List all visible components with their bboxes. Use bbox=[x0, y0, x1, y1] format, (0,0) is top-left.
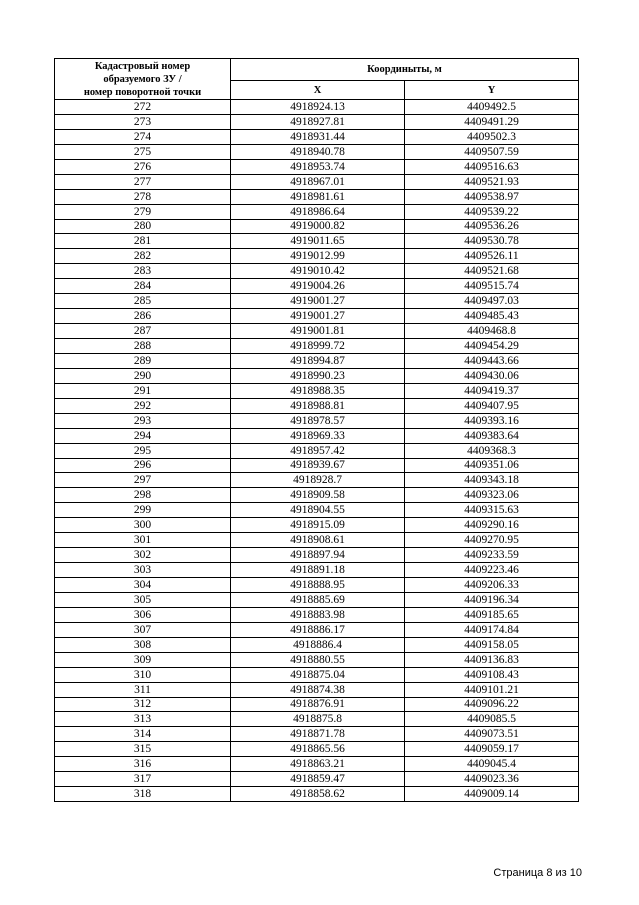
y-coordinate-cell: 4409492.5 bbox=[405, 100, 579, 115]
x-coordinate-cell: 4918939.67 bbox=[231, 458, 405, 473]
point-number-cell: 282 bbox=[55, 249, 231, 264]
x-coordinate-cell: 4918967.01 bbox=[231, 174, 405, 189]
point-number-cell: 299 bbox=[55, 503, 231, 518]
table-row bbox=[55, 159, 579, 174]
y-coordinate-cell: 4409206.33 bbox=[405, 578, 579, 593]
table-row bbox=[55, 667, 579, 682]
y-coordinate-cell: 4409323.06 bbox=[405, 488, 579, 503]
table-row bbox=[55, 458, 579, 473]
point-number-cell: 291 bbox=[55, 383, 231, 398]
table-row bbox=[55, 787, 579, 802]
table-row bbox=[55, 114, 579, 129]
table-row bbox=[55, 383, 579, 398]
x-coordinate-cell: 4918859.47 bbox=[231, 772, 405, 787]
point-number-cell: 297 bbox=[55, 473, 231, 488]
y-coordinate-cell: 4409085.5 bbox=[405, 712, 579, 727]
point-number-cell: 303 bbox=[55, 563, 231, 578]
y-coordinate-cell: 4409101.21 bbox=[405, 682, 579, 697]
header-line: Кадастровый номер bbox=[94, 60, 191, 72]
x-coordinate-cell: 4918988.35 bbox=[231, 383, 405, 398]
point-number-cell: 317 bbox=[55, 772, 231, 787]
y-coordinate-cell: 4409009.14 bbox=[405, 787, 579, 802]
y-coordinate-cell: 4409485.43 bbox=[405, 309, 579, 324]
y-coordinate-cell: 4409515.74 bbox=[405, 279, 579, 294]
table-body bbox=[55, 100, 579, 802]
y-coordinate-cell: 4409521.93 bbox=[405, 174, 579, 189]
x-coordinate-cell: 4918880.55 bbox=[231, 652, 405, 667]
table-row bbox=[55, 622, 579, 637]
x-coordinate-cell: 4918908.61 bbox=[231, 533, 405, 548]
table-row bbox=[55, 324, 579, 339]
x-coordinate-cell: 4918924.13 bbox=[231, 100, 405, 115]
point-number-cell: 278 bbox=[55, 189, 231, 204]
y-coordinate-cell: 4409196.34 bbox=[405, 592, 579, 607]
table-row bbox=[55, 533, 579, 548]
table-row bbox=[55, 697, 579, 712]
y-coordinate-cell: 4409270.95 bbox=[405, 533, 579, 548]
table-row bbox=[55, 353, 579, 368]
point-number-cell: 309 bbox=[55, 652, 231, 667]
x-coordinate-cell: 4918874.38 bbox=[231, 682, 405, 697]
table-row bbox=[55, 488, 579, 503]
y-coordinate-cell: 4409045.4 bbox=[405, 757, 579, 772]
page-number: Страница 8 из 10 bbox=[493, 867, 582, 879]
x-coordinate-cell: 4918886.17 bbox=[231, 622, 405, 637]
x-coordinate-cell: 4918858.62 bbox=[231, 787, 405, 802]
point-number-cell: 316 bbox=[55, 757, 231, 772]
point-number-cell: 307 bbox=[55, 622, 231, 637]
point-number-cell: 285 bbox=[55, 294, 231, 309]
y-coordinate-cell: 4409059.17 bbox=[405, 742, 579, 757]
x-coordinate-cell: 4918883.98 bbox=[231, 607, 405, 622]
table-row bbox=[55, 548, 579, 563]
table-row bbox=[55, 428, 579, 443]
x-coordinate-cell: 4918978.57 bbox=[231, 413, 405, 428]
table-row bbox=[55, 682, 579, 697]
point-number-cell: 277 bbox=[55, 174, 231, 189]
header-line: образуемого ЗУ / bbox=[103, 73, 182, 85]
y-coordinate-cell: 4409185.65 bbox=[405, 607, 579, 622]
table-row bbox=[55, 592, 579, 607]
x-coordinate-cell: 4918999.72 bbox=[231, 339, 405, 354]
x-coordinate-cell: 4918931.44 bbox=[231, 129, 405, 144]
table-row bbox=[55, 443, 579, 458]
x-coordinate-cell: 4918990.23 bbox=[231, 368, 405, 383]
y-coordinate-cell: 4409158.05 bbox=[405, 637, 579, 652]
point-number-cell: 310 bbox=[55, 667, 231, 682]
table-row bbox=[55, 607, 579, 622]
x-coordinate-cell: 4918897.94 bbox=[231, 548, 405, 563]
table-row bbox=[55, 518, 579, 533]
point-number-cell: 318 bbox=[55, 787, 231, 802]
point-number-cell: 284 bbox=[55, 279, 231, 294]
point-number-cell: 289 bbox=[55, 353, 231, 368]
y-coordinate-cell: 4409351.06 bbox=[405, 458, 579, 473]
table-row bbox=[55, 279, 579, 294]
x-coordinate-cell: 4918865.56 bbox=[231, 742, 405, 757]
y-coordinate-cell: 4409443.66 bbox=[405, 353, 579, 368]
x-coordinate-cell: 4918986.64 bbox=[231, 204, 405, 219]
point-number-cell: 281 bbox=[55, 234, 231, 249]
x-coordinate-cell: 4919000.82 bbox=[231, 219, 405, 234]
x-coordinate-cell: 4918863.21 bbox=[231, 757, 405, 772]
y-coordinate-cell: 4409526.11 bbox=[405, 249, 579, 264]
x-coordinate-cell: 4918891.18 bbox=[231, 563, 405, 578]
coordinates-table bbox=[54, 58, 579, 802]
x-coordinate-cell: 4918876.91 bbox=[231, 697, 405, 712]
x-coordinate-cell: 4918888.95 bbox=[231, 578, 405, 593]
y-coordinate-cell: 4409108.43 bbox=[405, 667, 579, 682]
y-coordinate-cell: 4409516.63 bbox=[405, 159, 579, 174]
y-coordinate-cell: 4409315.63 bbox=[405, 503, 579, 518]
point-number-cell: 300 bbox=[55, 518, 231, 533]
y-coordinate-cell: 4409468.8 bbox=[405, 324, 579, 339]
y-coordinate-cell: 4409368.3 bbox=[405, 443, 579, 458]
point-number-cell: 283 bbox=[55, 264, 231, 279]
x-coordinate-cell: 4918885.69 bbox=[231, 592, 405, 607]
point-number-cell: 308 bbox=[55, 637, 231, 652]
x-coordinate-cell: 4919004.26 bbox=[231, 279, 405, 294]
x-coordinate-cell: 4918953.74 bbox=[231, 159, 405, 174]
y-coordinate-cell: 4409393.16 bbox=[405, 413, 579, 428]
point-number-cell: 288 bbox=[55, 339, 231, 354]
y-coordinate-cell: 4409502.3 bbox=[405, 129, 579, 144]
table-row bbox=[55, 189, 579, 204]
x-coordinate-cell: 4918988.81 bbox=[231, 398, 405, 413]
point-number-cell: 273 bbox=[55, 114, 231, 129]
point-number-cell: 272 bbox=[55, 100, 231, 115]
point-number-cell: 287 bbox=[55, 324, 231, 339]
table-row bbox=[55, 219, 579, 234]
x-coordinate-cell: 4919001.27 bbox=[231, 309, 405, 324]
header-line: номер поворотной точки bbox=[83, 86, 202, 98]
table-row bbox=[55, 309, 579, 324]
x-coordinate-cell: 4918871.78 bbox=[231, 727, 405, 742]
y-coordinate-cell: 4409430.06 bbox=[405, 368, 579, 383]
y-coordinate-cell: 4409136.83 bbox=[405, 652, 579, 667]
x-coordinate-cell: 4918957.42 bbox=[231, 443, 405, 458]
point-number-cell: 313 bbox=[55, 712, 231, 727]
table-row bbox=[55, 473, 579, 488]
table-row bbox=[55, 264, 579, 279]
y-coordinate-cell: 4409073.51 bbox=[405, 727, 579, 742]
point-number-cell: 279 bbox=[55, 204, 231, 219]
point-number-cell: 311 bbox=[55, 682, 231, 697]
point-number-cell: 302 bbox=[55, 548, 231, 563]
point-number-cell: 274 bbox=[55, 129, 231, 144]
table-row bbox=[55, 503, 579, 518]
point-number-cell: 305 bbox=[55, 592, 231, 607]
point-number-cell: 296 bbox=[55, 458, 231, 473]
table-row bbox=[55, 294, 579, 309]
x-coordinate-cell: 4919010.42 bbox=[231, 264, 405, 279]
point-number-cell: 293 bbox=[55, 413, 231, 428]
x-coordinate-cell: 4918927.81 bbox=[231, 114, 405, 129]
y-coordinate-cell: 4409290.16 bbox=[405, 518, 579, 533]
table-row bbox=[55, 129, 579, 144]
point-number-cell: 292 bbox=[55, 398, 231, 413]
x-coordinate-cell: 4919001.81 bbox=[231, 324, 405, 339]
y-coordinate-cell: 4409407.95 bbox=[405, 398, 579, 413]
x-coordinate-cell: 4918994.87 bbox=[231, 353, 405, 368]
x-coordinate-cell: 4918940.78 bbox=[231, 144, 405, 159]
point-number-cell: 306 bbox=[55, 607, 231, 622]
y-coordinate-cell: 4409454.29 bbox=[405, 339, 579, 354]
table-row bbox=[55, 249, 579, 264]
table-row bbox=[55, 234, 579, 249]
y-coordinate-cell: 4409538.97 bbox=[405, 189, 579, 204]
x-coordinate-cell: 4919012.99 bbox=[231, 249, 405, 264]
x-coordinate-cell: 4918886.4 bbox=[231, 637, 405, 652]
y-header: Y bbox=[405, 81, 579, 100]
x-coordinate-cell: 4918981.61 bbox=[231, 189, 405, 204]
point-number-cell: 290 bbox=[55, 368, 231, 383]
x-coordinate-cell: 4919011.65 bbox=[231, 234, 405, 249]
x-coordinate-cell: 4918875.8 bbox=[231, 712, 405, 727]
y-coordinate-cell: 4409507.59 bbox=[405, 144, 579, 159]
y-coordinate-cell: 4409539.22 bbox=[405, 204, 579, 219]
table-row bbox=[55, 727, 579, 742]
y-coordinate-cell: 4409521.68 bbox=[405, 264, 579, 279]
table-row bbox=[55, 339, 579, 354]
y-coordinate-cell: 4409023.36 bbox=[405, 772, 579, 787]
x-coordinate-cell: 4918909.58 bbox=[231, 488, 405, 503]
table-row bbox=[55, 637, 579, 652]
x-coordinate-cell: 4918904.55 bbox=[231, 503, 405, 518]
point-number-cell: 286 bbox=[55, 309, 231, 324]
y-coordinate-cell: 4409530.78 bbox=[405, 234, 579, 249]
table-row bbox=[55, 144, 579, 159]
point-number-cell: 276 bbox=[55, 159, 231, 174]
y-coordinate-cell: 4409536.26 bbox=[405, 219, 579, 234]
table-row bbox=[55, 712, 579, 727]
x-coordinate-cell: 4918875.04 bbox=[231, 667, 405, 682]
point-number-cell: 280 bbox=[55, 219, 231, 234]
table-row bbox=[55, 413, 579, 428]
point-number-cell: 301 bbox=[55, 533, 231, 548]
point-number-cell: 312 bbox=[55, 697, 231, 712]
y-coordinate-cell: 4409419.37 bbox=[405, 383, 579, 398]
y-coordinate-cell: 4409497.03 bbox=[405, 294, 579, 309]
coordinates-header: Координыты, м bbox=[231, 59, 579, 81]
table-row bbox=[55, 174, 579, 189]
table-row bbox=[55, 100, 579, 115]
point-number-cell: 304 bbox=[55, 578, 231, 593]
table-row bbox=[55, 757, 579, 772]
point-number-cell: 314 bbox=[55, 727, 231, 742]
table-row bbox=[55, 563, 579, 578]
x-header: X bbox=[231, 81, 405, 100]
table-row bbox=[55, 652, 579, 667]
table-row bbox=[55, 742, 579, 757]
x-coordinate-cell: 4918915.09 bbox=[231, 518, 405, 533]
y-coordinate-cell: 4409223.46 bbox=[405, 563, 579, 578]
table-row bbox=[55, 772, 579, 787]
table-row bbox=[55, 368, 579, 383]
x-coordinate-cell: 4918928.7 bbox=[231, 473, 405, 488]
point-number-cell: 315 bbox=[55, 742, 231, 757]
table-row bbox=[55, 578, 579, 593]
y-coordinate-cell: 4409343.18 bbox=[405, 473, 579, 488]
point-number-cell: 275 bbox=[55, 144, 231, 159]
point-number-cell: 294 bbox=[55, 428, 231, 443]
y-coordinate-cell: 4409096.22 bbox=[405, 697, 579, 712]
table-row bbox=[55, 398, 579, 413]
x-coordinate-cell: 4918969.33 bbox=[231, 428, 405, 443]
y-coordinate-cell: 4409383.64 bbox=[405, 428, 579, 443]
table-row bbox=[55, 204, 579, 219]
x-coordinate-cell: 4919001.27 bbox=[231, 294, 405, 309]
y-coordinate-cell: 4409491.29 bbox=[405, 114, 579, 129]
y-coordinate-cell: 4409233.59 bbox=[405, 548, 579, 563]
point-number-header bbox=[55, 59, 231, 100]
point-number-cell: 295 bbox=[55, 443, 231, 458]
y-coordinate-cell: 4409174.84 bbox=[405, 622, 579, 637]
table-header-row bbox=[55, 59, 579, 81]
point-number-cell: 298 bbox=[55, 488, 231, 503]
